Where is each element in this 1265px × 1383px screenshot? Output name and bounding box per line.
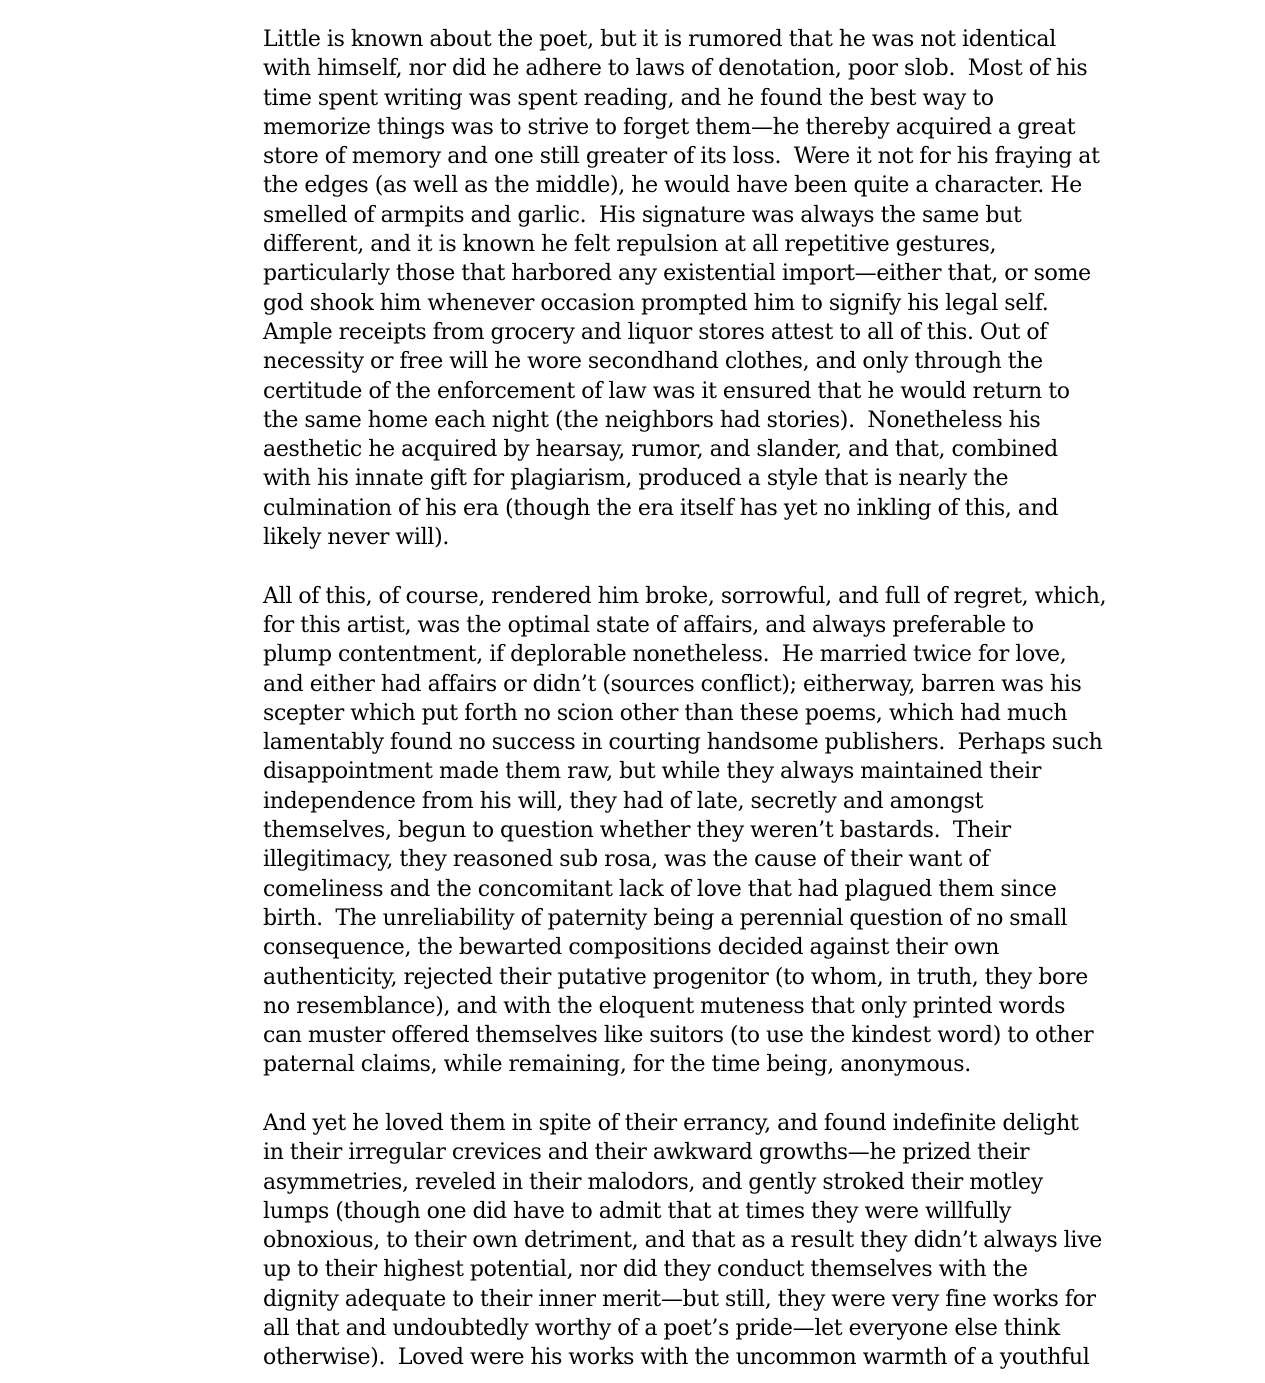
text-line: in their irregular crevices and their awkward growths—he prized their xyxy=(263,1140,1030,1166)
text-line: comeliness and the concomitant lack of love that had plagued them since xyxy=(263,876,1057,902)
text-line: smelled of armpits and garlic. His signature was always the same but xyxy=(263,202,1022,228)
text-line: no resemblance), and with the eloquent muteness that only printed words xyxy=(263,993,1066,1019)
text-line: plump contentment, if deplorable nonetheless. He married twice for love, xyxy=(263,642,1067,668)
text-line: and either had affairs or didn’t (sources conflict); eitherway, barren was his xyxy=(263,671,1082,697)
text-line: aesthetic he acquired by hearsay, rumor, and slander, and that, combined xyxy=(263,437,1058,463)
text-line: All of this, of course, rendered him broke, sorrowful, and full of regret, which, xyxy=(263,583,1107,609)
text-line: disappointment made them raw, but while they always maintained their xyxy=(263,759,1042,785)
text-line: consequence, the bewarted compositions decided against their own xyxy=(263,935,1000,961)
text-line: otherwise). Loved were his works with the uncommon warmth of a youthful xyxy=(263,1345,1090,1371)
text-line: illegitimacy, they reasoned sub rosa, was the cause of their want of xyxy=(263,847,990,873)
text-line: time spent writing was spent reading, and he found the best way to xyxy=(263,85,994,111)
text-line: paternal claims, while remaining, for the time being, anonymous. xyxy=(263,1052,971,1078)
text-line: Ample receipts from grocery and liquor stores attest to all of this. Out of xyxy=(263,319,1048,345)
text-line: culmination of his era (though the era itself has yet no inkling of this, and xyxy=(263,495,1059,521)
paragraph-spacer xyxy=(263,1080,1103,1109)
text-line: necessity or free will he wore secondhand clothes, and only through the xyxy=(263,349,1043,375)
text-line: for this artist, was the optimal state of affairs, and always preferable to xyxy=(263,612,1034,638)
paragraph-3 xyxy=(263,1109,1103,1373)
text-line: different, and it is known he felt repulsion at all repetitive gestures, xyxy=(263,232,997,258)
text-line: lumps (though one did have to admit that at times they were willfully xyxy=(263,1198,1012,1224)
text-line: likely never will). xyxy=(263,525,450,551)
text-line: with his innate gift for plagiarism, produced a style that is nearly the xyxy=(263,466,1009,492)
text-line: the same home each night (the neighbors had stories). Nonetheless his xyxy=(263,407,1041,433)
document-page xyxy=(263,25,1107,1373)
text-line: birth. The unreliability of paternity being a perennial question of no small xyxy=(263,905,1068,931)
text-line: themselves, begun to question whether they weren’t bastards. Their xyxy=(263,818,1011,844)
text-line: store of memory and one still greater of its loss. Were it not for his fraying at xyxy=(263,144,1100,170)
paragraph-1 xyxy=(263,25,1103,552)
text-line: with himself, nor did he adhere to laws of denotation, poor slob. Most of his xyxy=(263,56,1088,82)
text-line: asymmetries, reveled in their malodors, and gently stroked their motley xyxy=(263,1169,1043,1195)
text-line: And yet he loved them in spite of their errancy, and found indefinite delight xyxy=(263,1110,1079,1136)
text-line: dignity adequate to their inner merit—but still, they were very fine works for xyxy=(263,1286,1096,1312)
text-line: authenticity, rejected their putative progenitor (to whom, in truth, they bore xyxy=(263,964,1088,990)
paragraph-spacer xyxy=(263,552,1103,581)
text-line: lamentably found no success in courting handsome publishers. Perhaps such xyxy=(263,730,1103,756)
paragraph-2 xyxy=(263,582,1107,1080)
text-line: up to their highest potential, nor did they conduct themselves with the xyxy=(263,1257,1028,1283)
text-line: all that and undoubtedly worthy of a poet’s pride—let everyone else think xyxy=(263,1316,1060,1342)
text-line: Little is known about the poet, but it is rumored that he was not identical xyxy=(263,27,1056,52)
text-line: scepter which put forth no scion other than these poems, which had much xyxy=(263,700,1068,726)
text-line: independence from his will, they had of late, secretly and amongst xyxy=(263,788,984,814)
text-line: god shook him whenever occasion prompted him to signify his legal self. xyxy=(263,290,1049,316)
text-line: obnoxious, to their own detriment, and that as a result they didn’t always live xyxy=(263,1228,1102,1254)
text-line: the edges (as well as the middle), he would have been quite a character. He xyxy=(263,173,1082,199)
text-line: particularly those that harbored any existential import—either that, or some xyxy=(263,261,1091,287)
text-line: memorize things was to strive to forget them—he thereby acquired a great xyxy=(263,114,1076,140)
text-line: certitude of the enforcement of law was it ensured that he would return to xyxy=(263,378,1070,404)
text-line: can muster offered themselves like suitors (to use the kindest word) to other xyxy=(263,1023,1094,1049)
